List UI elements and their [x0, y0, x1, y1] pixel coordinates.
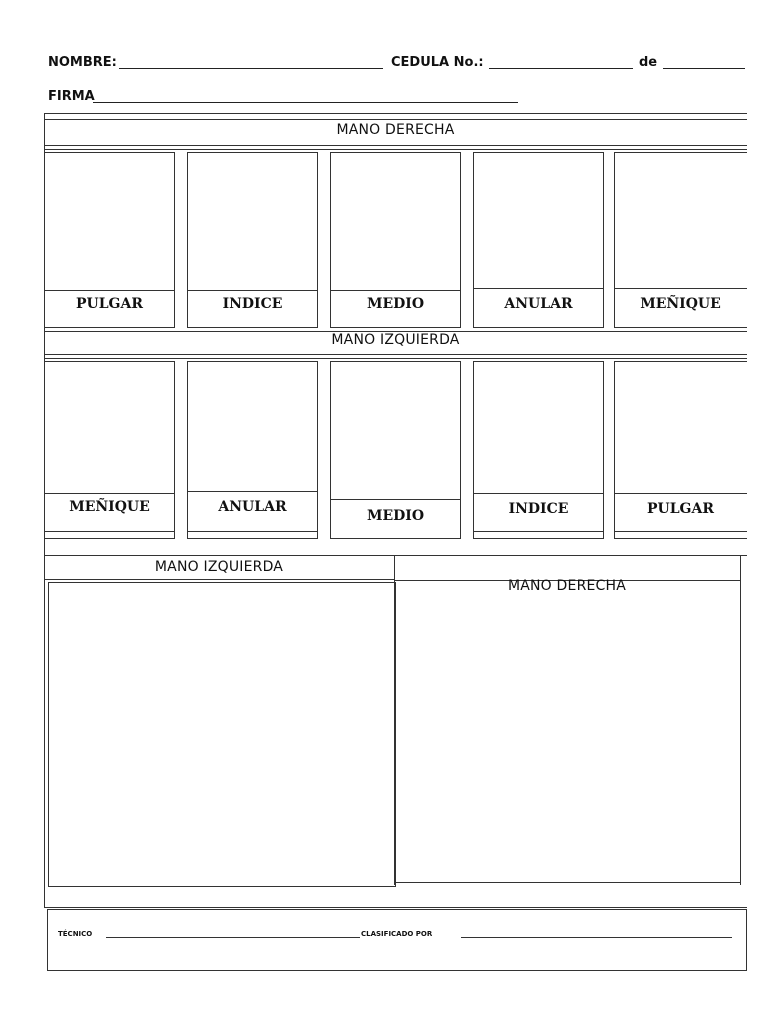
clasificado-field[interactable]: [461, 937, 732, 938]
clasificado-label: CLASIFICADO POR: [361, 930, 433, 938]
finger-label-line: [614, 288, 747, 289]
right-hand-band-bottom: [44, 145, 747, 146]
firma-field[interactable]: [93, 102, 518, 103]
footer-box: [47, 909, 747, 971]
finger-label-right-anular: ANULAR: [504, 296, 573, 312]
cedula-label: CEDULA No.:: [391, 55, 484, 70]
finger-label-right-indice: INDICE: [222, 296, 283, 312]
tecnico-label: TÉCNICO: [58, 930, 93, 938]
finger-label-right-menique: MEÑIQUE: [640, 296, 721, 312]
left-hand-title: MANO IZQUIERDA: [331, 332, 460, 348]
nombre-field[interactable]: [119, 68, 383, 69]
finger-label-line: [330, 290, 461, 291]
palm-section-top: [44, 555, 747, 556]
finger-label-line: [614, 531, 747, 532]
nombre-label: NOMBRE:: [48, 55, 117, 70]
finger-label-line: [614, 493, 747, 494]
finger-label-right-medio: MEDIO: [366, 296, 425, 312]
firma-label: FIRMA: [48, 89, 95, 104]
finger-label-left-pulgar: PULGAR: [646, 501, 715, 517]
palm-right-edge: [740, 555, 741, 885]
finger-label-line: [473, 493, 604, 494]
right-hand-band-top: [44, 119, 747, 120]
left-hand-band-bottom: [44, 354, 747, 355]
palm-box-right[interactable]: [396, 581, 740, 882]
finger-label-right-pulgar: PULGAR: [75, 296, 144, 312]
right-hand-title: MANO DERECHA: [336, 122, 455, 138]
finger-label-line: [44, 493, 175, 494]
de-label: de: [639, 55, 658, 70]
finger-label-left-medio: MEDIO: [366, 508, 425, 524]
palm-left-title-bottom: [44, 579, 395, 580]
finger-label-line: [330, 499, 461, 500]
left-hand-band-double: [44, 358, 747, 359]
finger-label-left-indice: INDICE: [508, 501, 569, 517]
finger-label-line: [44, 290, 175, 291]
cedula-field[interactable]: [489, 68, 633, 69]
palm-left-title: MANO IZQUIERDA: [154, 559, 284, 575]
palm-box-left[interactable]: [48, 582, 396, 887]
right-hand-band-double: [44, 149, 747, 150]
finger-label-line: [187, 290, 318, 291]
tecnico-field[interactable]: [106, 937, 360, 938]
finger-label-line: [473, 288, 604, 289]
finger-label-line: [473, 531, 604, 532]
finger-label-line: [187, 531, 318, 532]
finger-label-left-menique: MEÑIQUE: [69, 499, 150, 515]
palm-right-bottom: [396, 882, 741, 883]
de-field[interactable]: [663, 68, 745, 69]
finger-label-line: [187, 491, 318, 492]
palm-right-title: MANO DERECHA: [507, 578, 627, 594]
finger-label-left-anular: ANULAR: [218, 499, 287, 515]
finger-label-line: [44, 531, 175, 532]
